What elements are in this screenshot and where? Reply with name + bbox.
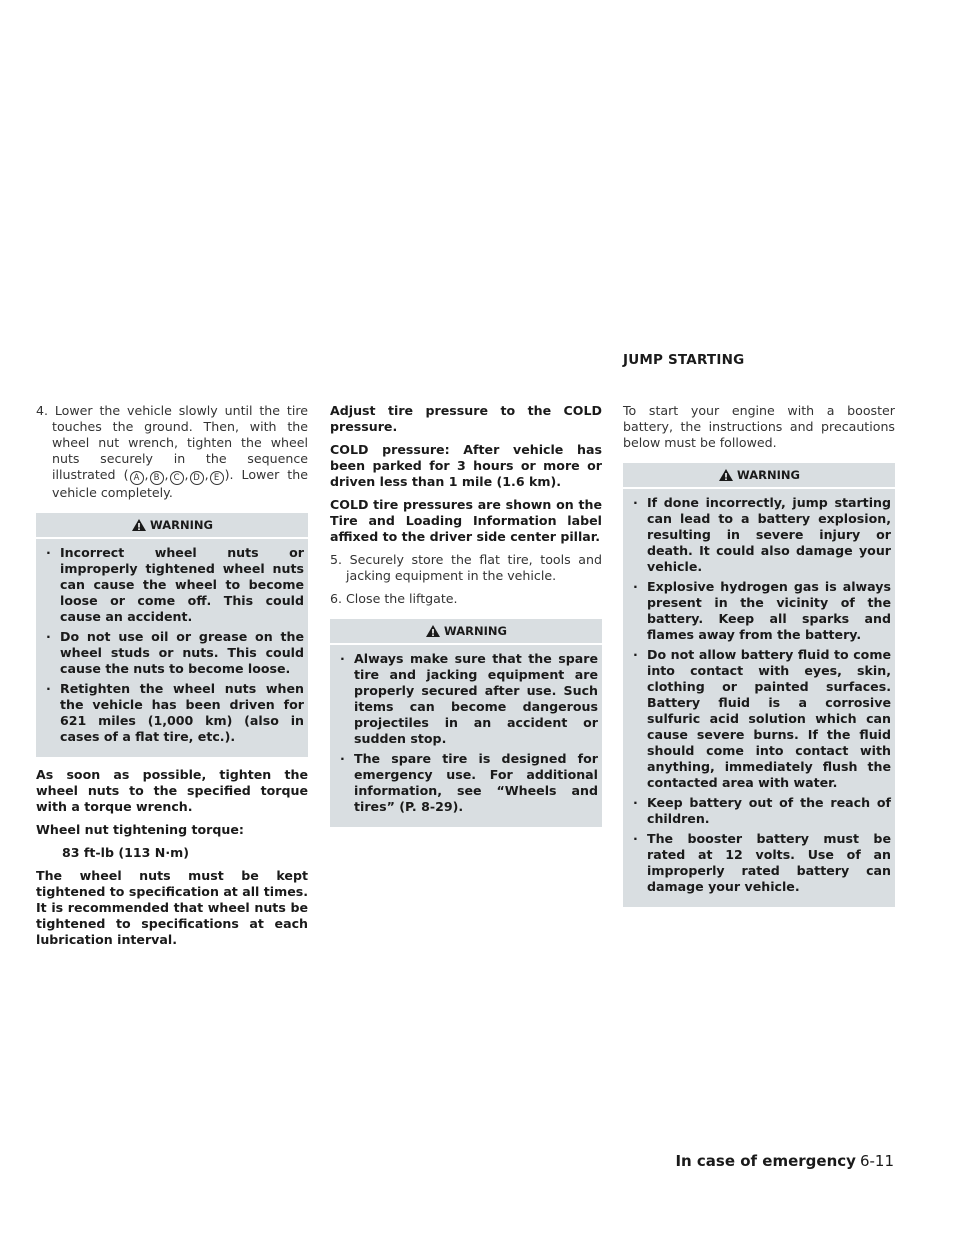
warning-header: WARNING <box>623 463 895 489</box>
warning-item: · Do not allow battery fluid to come into contact with eyes, skin, clothing or painted surfaces. Battery fluid is a corrosive sulfuric acid solution which can cause severe burns. If the fluid should come into contact with anything, immediately flush the contacted area with water. <box>631 647 891 791</box>
sequence-d: D <box>190 471 204 485</box>
torque-value: 83 ft-lb (113 N·m) <box>62 845 189 860</box>
warning-box-3 <box>623 463 895 907</box>
cold-definition: COLD pressure: After vehicle has been parked for 3 hours or more or driven less than 1 mile (1.6 km). <box>330 442 602 489</box>
torque-maintain: The wheel nuts must be kept tightened to specification at all times. It is recommended that wheel nuts be tightened to specifications at each lubrication interval. <box>36 868 309 947</box>
cold-location: COLD tire pressures are shown on the Tire and Loading Information label affixed to the driver side center pillar. <box>330 497 602 544</box>
warning-item: · The booster battery must be rated at 12 volts. Use of an improperly rated battery can damage your vehicle. <box>631 831 891 895</box>
warning-list <box>623 489 895 895</box>
step-5: 5. Securely store the flat tire, tools and jacking equipment in the vehicle. <box>330 552 602 583</box>
column-2 <box>330 403 602 837</box>
warning-item: · Retighten the wheel nuts when the vehicle has been driven for 621 miles (1,000 km) (also in cases of a flat tire, etc.). <box>44 681 304 745</box>
page-number: 6-11 <box>859 1152 894 1170</box>
warning-box-2 <box>330 619 602 827</box>
warning-list <box>330 645 602 815</box>
column-3 <box>623 403 895 917</box>
warning-item: · Do not use oil or grease on the wheel studs or nuts. This could cause the nuts to become loose. <box>44 629 304 677</box>
step-4: 4. Lower the vehicle slowly until the tire touches the ground. Then, with the wheel nut wrench, tighten the wheel nuts securely in the sequence illustrated ( A , B , C , D , E ). Lower the vehicle completely. <box>36 403 308 500</box>
sequence-a: A <box>130 471 144 485</box>
jump-start-intro: To start your engine with a booster battery, the instructions and precautions below must be followed. <box>623 403 895 450</box>
step-6: 6. Close the liftgate. <box>330 591 458 606</box>
warning-triangle-icon <box>718 468 734 482</box>
sequence-e: E <box>210 471 224 485</box>
warning-header: WARNING <box>36 513 308 539</box>
chapter-title: In case of emergency <box>675 1152 856 1170</box>
adjust-pressure: Adjust tire pressure to the COLD pressure. <box>330 403 602 434</box>
warning-item: · If done incorrectly, jump starting can lead to a battery explosion, resulting in severe injury or death. It could also damage your vehicle. <box>631 495 891 575</box>
warning-box-1 <box>36 513 308 757</box>
warning-item: · Always make sure that the spare tire and jacking equipment are properly secured after use. Such items can become dangerous projectiles in an accident or sudden stop. <box>338 651 598 747</box>
warning-item: · Incorrect wheel nuts or improperly tightened wheel nuts can cause the wheel to become loose or come off. This could cause an accident. <box>44 545 304 625</box>
page-footer <box>675 1152 894 1170</box>
warning-triangle-icon <box>425 624 441 638</box>
warning-header: WARNING <box>330 619 602 645</box>
warning-triangle-icon <box>131 518 147 532</box>
warning-list <box>36 539 308 745</box>
sequence-b: B <box>150 471 164 485</box>
section-title: JUMP STARTING <box>623 352 745 368</box>
torque-label: Wheel nut tightening torque: <box>36 822 244 837</box>
warning-item: · The spare tire is designed for emergency use. For additional information, see “Wheels and tires” (P. 8-29). <box>338 751 598 815</box>
column-1 <box>36 403 308 955</box>
torque-note: As soon as possible, tighten the wheel nuts to the specified torque with a torque wrench. <box>36 767 308 814</box>
warning-item: · Explosive hydrogen gas is always present in the vicinity of the battery. Keep all sparks and flames away from the battery. <box>631 579 891 643</box>
warning-item: · Keep battery out of the reach of children. <box>631 795 891 827</box>
sequence-c: C <box>170 471 184 485</box>
